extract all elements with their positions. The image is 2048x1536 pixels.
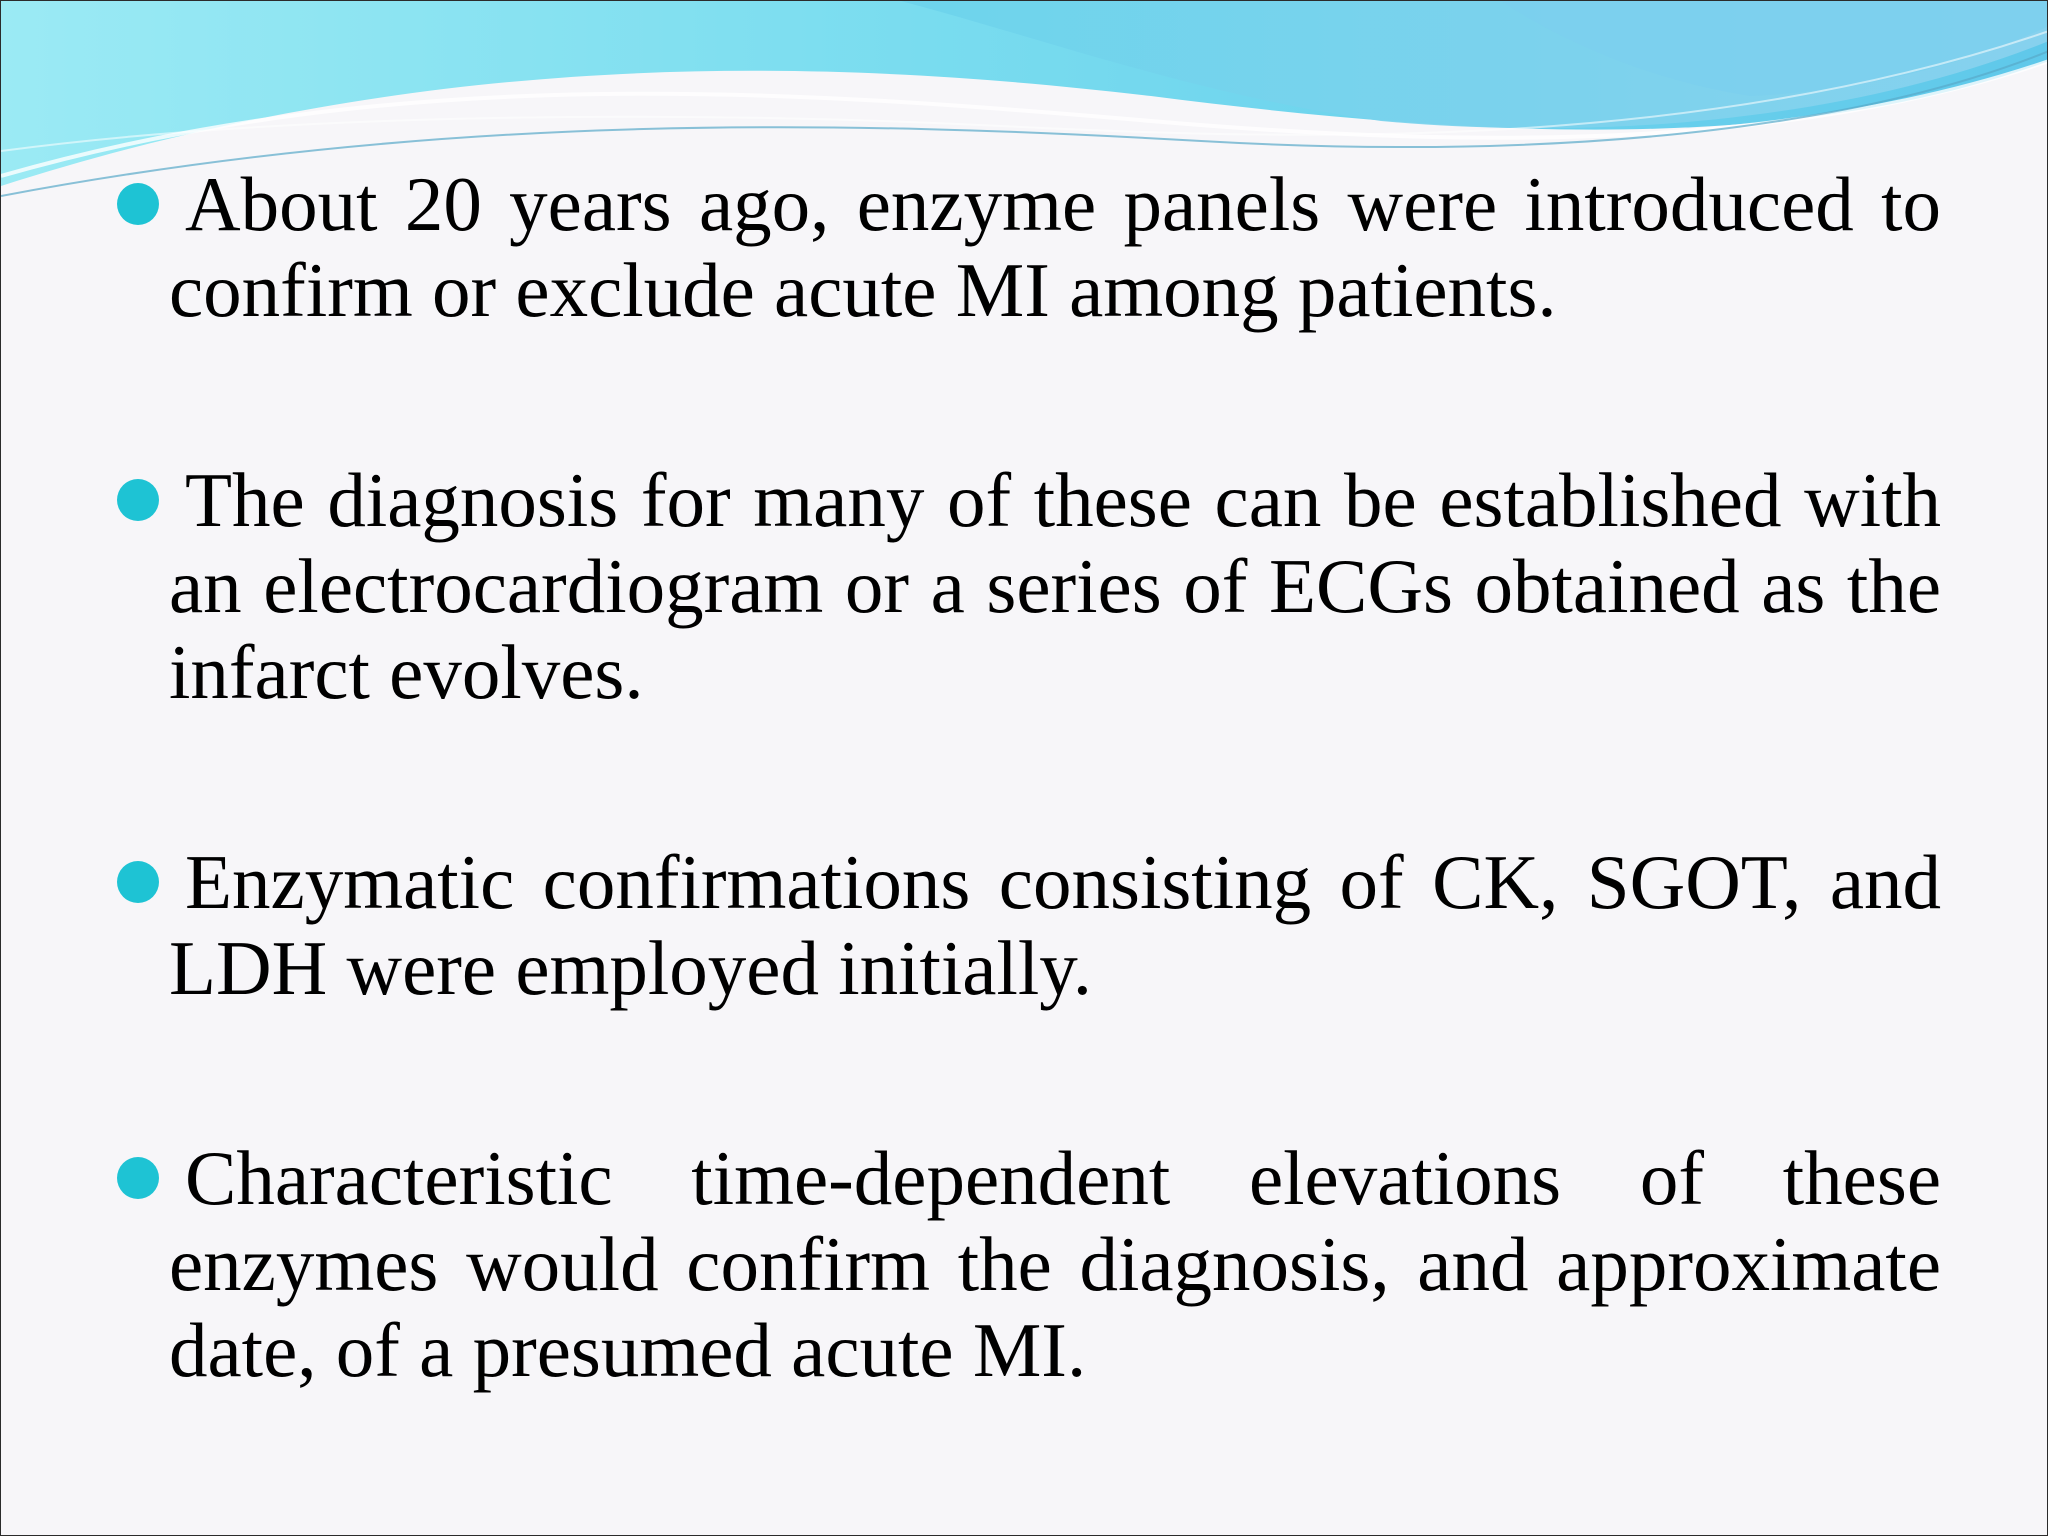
circle-bullet-icon xyxy=(117,861,159,903)
bullet-item xyxy=(111,457,1941,715)
bullet-text: The diagnosis for many of these can be established with an electrocardiogram or a series of ECGs obtained as the infarct evolves. xyxy=(169,457,1941,715)
bullet-item xyxy=(111,1135,1941,1393)
bullet-item xyxy=(111,839,1941,1011)
bullet-text: Enzymatic confirmations consisting of CK, SGOT, and LDH were employed initially. xyxy=(169,839,1941,1011)
circle-bullet-icon xyxy=(117,1157,159,1199)
bullet-text: Characteristic time-dependent elevations of these enzymes would confirm the diagnosis, and approximate date, of a presumed acute MI. xyxy=(169,1135,1941,1393)
bullet-text: About 20 years ago, enzyme panels were introduced to confirm or exclude acute MI among patients. xyxy=(169,161,1941,333)
circle-bullet-icon xyxy=(117,183,159,225)
bullet-list xyxy=(111,161,1941,1393)
bullet-item xyxy=(111,161,1941,333)
circle-bullet-icon xyxy=(117,479,159,521)
